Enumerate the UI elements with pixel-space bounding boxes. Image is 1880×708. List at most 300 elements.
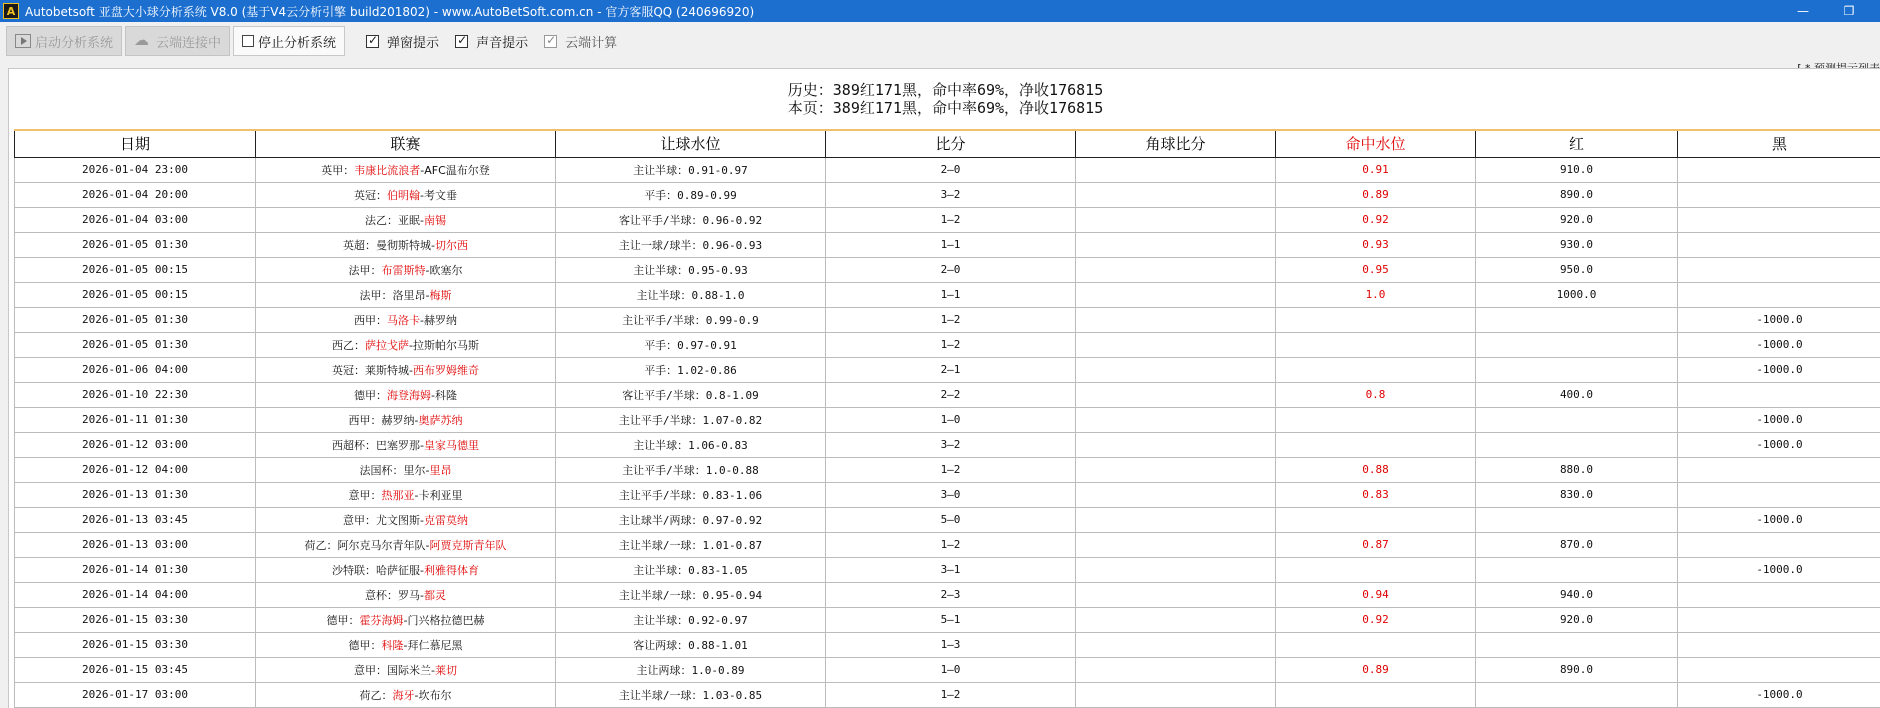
hit-water-cell [1276,407,1476,432]
corner-cell [1076,457,1276,482]
hit-water-cell: 0.83 [1276,482,1476,507]
team-separator: - [420,563,424,577]
score-cell: 1—0 [826,407,1076,432]
score-cell: 5—1 [826,607,1076,632]
black-cell [1678,482,1880,507]
red-cell [1476,682,1678,707]
team-separator: - [425,538,430,552]
handicap-cell: 主让平手/半球：1.07-0.82 [556,407,826,432]
home-team: 里尔 [403,463,426,477]
window-title: Autobetsoft 亚盘大小球分析系统 V8.0 (基于V4云分析引擎 build201802) - www.AutoBetSoft.com.cn - 官方客服QQ (240696920) [25,4,755,19]
away-team: 梅斯 [429,288,452,302]
league-name: 西甲： [348,413,382,427]
handicap-cell: 客让两球：0.88-1.01 [556,632,826,657]
away-team: 西布罗姆维奇 [412,363,479,377]
column-header-red[interactable]: 红 [1476,131,1678,157]
home-team: 热那亚 [381,488,415,502]
column-header-handicap[interactable]: 让球水位 [556,131,826,157]
league-name: 意杯： [365,588,398,602]
black-cell [1678,382,1880,407]
handicap-cell: 客让平手/半球：0.8-1.09 [556,382,826,407]
table-row[interactable] [15,282,1880,307]
handicap-cell: 主让平手/半球：1.0-0.88 [556,457,826,482]
team-separator: - [414,488,419,502]
team-separator: - [403,638,408,652]
league-name: 德甲： [326,613,360,627]
date-cell: 2026-01-11 01:30 [15,407,256,432]
corner-cell [1076,507,1276,532]
hit-water-cell [1276,557,1476,582]
date-cell: 2026-01-15 03:45 [15,657,256,682]
away-team: 里昂 [429,463,452,477]
stop-icon [242,35,254,47]
date-cell: 2026-01-06 04:00 [15,357,256,382]
corner-cell [1076,307,1276,332]
league-name: 法乙： [365,213,398,227]
table-row[interactable] [15,307,1880,332]
summary [9,81,1880,117]
column-header-league[interactable]: 联赛 [256,131,556,157]
handicap-cell: 主让半球/一球：1.03-0.85 [556,682,826,707]
away-team: 莱切 [434,663,457,677]
black-cell [1678,582,1880,607]
red-cell: 950.0 [1476,257,1678,282]
black-cell: -1000.0 [1678,432,1880,457]
date-cell: 2026-01-04 03:00 [15,207,256,232]
black-cell [1678,532,1880,557]
red-cell [1476,407,1678,432]
handicap-cell: 主让平手/半球：0.83-1.06 [556,482,826,507]
corner-cell [1076,407,1276,432]
league-cell [256,682,556,707]
handicap-cell: 主让半球：0.83-1.05 [556,557,826,582]
results-panel [8,68,1880,708]
league-cell [256,632,556,657]
table-row[interactable] [15,532,1880,557]
date-cell: 2026-01-05 01:30 [15,307,256,332]
score-cell: 2—3 [826,582,1076,607]
table-row[interactable] [15,207,1880,232]
column-header-score[interactable]: 比分 [826,131,1076,157]
away-team: 欧塞尔 [429,263,463,277]
league-name: 荷乙： [359,688,393,702]
league-name: 荷乙： [304,538,338,552]
play-icon [15,34,31,48]
team-separator: - [403,613,408,627]
cloud-connecting-label: 云端连接中 [156,35,222,51]
hit-water-cell: 0.8 [1276,382,1476,407]
black-cell [1678,157,1880,182]
corner-cell [1076,607,1276,632]
league-name: 意甲： [348,488,382,502]
league-name: 西超杯： [332,438,376,452]
corner-cell [1076,357,1276,382]
handicap-cell: 主让半球/一球：0.95-0.94 [556,582,826,607]
league-name: 法国杯： [359,463,404,477]
red-cell: 920.0 [1476,607,1678,632]
red-cell: 930.0 [1476,232,1678,257]
black-cell: -1000.0 [1678,507,1880,532]
league-cell [256,157,556,182]
table-row[interactable] [15,507,1880,532]
start-analysis-button[interactable] [6,26,122,56]
league-cell [256,282,556,307]
popup-alert-label: 弹窗提示 [387,35,440,51]
league-cell [256,432,556,457]
stop-analysis-button[interactable] [233,26,345,56]
sound-alert-checkbox[interactable] [455,32,528,51]
history-summary: 历史：389红171黑，命中率69%，净收176815 [787,81,1104,99]
handicap-cell: 主让半球：0.92-0.97 [556,607,826,632]
team-separator: - [420,313,424,327]
away-team: 奥萨苏纳 [418,413,463,427]
corner-cell [1076,682,1276,707]
home-team: 阿尔克马尔青年队 [337,538,426,552]
score-cell: 3—2 [826,182,1076,207]
league-cell [256,407,556,432]
stop-analysis-label: 停止分析系统 [258,35,337,51]
date-cell: 2026-01-17 03:00 [15,682,256,707]
league-name: 法甲： [348,263,382,277]
popup-alert-checkbox[interactable] [366,32,439,51]
score-cell: 3—2 [826,432,1076,457]
away-team: 都灵 [423,588,446,602]
team-separator: - [420,213,424,227]
black-cell: -1000.0 [1678,557,1880,582]
corner-cell [1076,432,1276,457]
checkbox-checked-icon [366,35,379,48]
score-cell: 2—0 [826,257,1076,282]
black-cell: -1000.0 [1678,307,1880,332]
home-team: 亚眠 [398,213,420,227]
handicap-cell: 主让半球：0.88-1.0 [556,282,826,307]
table-row[interactable] [15,557,1880,582]
black-cell: -1000.0 [1678,332,1880,357]
date-cell: 2026-01-14 04:00 [15,582,256,607]
league-cell [256,182,556,207]
team-separator: - [431,238,435,252]
red-cell: 1000.0 [1476,282,1678,307]
hit-water-cell: 0.87 [1276,532,1476,557]
league-cell [256,582,556,607]
score-cell: 3—0 [826,482,1076,507]
away-team: 皇家马德里 [423,438,479,452]
start-analysis-label: 启动分析系统 [35,35,114,51]
table-row[interactable] [15,257,1880,282]
away-team: 南锡 [423,213,446,227]
away-team: 利雅得体育 [423,563,479,577]
handicap-cell: 主让半球：0.95-0.93 [556,257,826,282]
corner-cell [1076,232,1276,257]
away-team: 卡利亚里 [418,488,463,502]
column-header-black[interactable]: 黑 [1678,131,1880,157]
corner-cell [1076,657,1276,682]
column-header-hit-water[interactable]: 命中水位 [1276,131,1476,157]
date-cell: 2026-01-05 00:15 [15,257,256,282]
team-separator: - [420,513,424,527]
date-cell: 2026-01-13 01:30 [15,482,256,507]
corner-cell [1076,382,1276,407]
checkbox-checked-icon [544,35,557,48]
team-separator: - [425,463,430,477]
home-team: 科隆 [381,638,404,652]
away-team: AFC温布尔登 [424,163,490,177]
red-cell [1476,632,1678,657]
team-separator: - [425,288,430,302]
restore-icon[interactable]: ❐ [1843,4,1855,18]
score-cell: 1—1 [826,282,1076,307]
away-team: 科隆 [434,388,457,402]
corner-cell [1076,632,1276,657]
handicap-cell: 主让半球：0.91-0.97 [556,157,826,182]
minimize-icon[interactable]: — [1797,4,1809,18]
cloud-icon [134,35,152,47]
date-cell: 2026-01-04 23:00 [15,157,256,182]
black-cell [1678,457,1880,482]
date-cell: 2026-01-04 20:00 [15,182,256,207]
date-cell: 2026-01-05 00:15 [15,282,256,307]
league-cell [256,657,556,682]
home-team: 尤文图斯 [376,513,420,527]
score-cell: 1—0 [826,657,1076,682]
league-name: 德甲： [354,388,387,402]
cloud-calc-checkbox[interactable] [544,32,617,51]
league-name: 英超： [343,238,376,252]
team-separator: - [409,363,413,377]
table-row[interactable] [15,232,1880,257]
home-team: 马洛卡 [387,313,420,327]
date-cell: 2026-01-05 01:30 [15,232,256,257]
date-cell: 2026-01-13 03:00 [15,532,256,557]
league-cell [256,507,556,532]
table-header-row [15,131,1880,157]
column-header-corner[interactable]: 角球比分 [1076,131,1276,157]
home-team: 布雷斯特 [381,263,426,277]
team-separator: - [414,413,419,427]
score-cell: 1—2 [826,532,1076,557]
hit-water-cell: 0.91 [1276,157,1476,182]
home-team: 罗马 [398,588,420,602]
home-team: 霍芬海姆 [359,613,404,627]
hit-water-cell [1276,682,1476,707]
toolbar [0,22,1880,60]
hit-water-cell: 0.89 [1276,182,1476,207]
home-team: 海登海姆 [387,388,431,402]
league-cell [256,207,556,232]
hit-water-cell: 0.93 [1276,232,1476,257]
table-row[interactable] [15,682,1880,707]
black-cell [1678,657,1880,682]
black-cell [1678,182,1880,207]
black-cell [1678,232,1880,257]
away-team: 切尔西 [434,238,468,252]
league-name: 西乙： [332,338,365,352]
league-name: 英甲： [321,163,355,177]
hit-water-cell [1276,357,1476,382]
league-cell [256,607,556,632]
corner-cell [1076,482,1276,507]
league-cell [256,357,556,382]
home-team: 韦康比流浪者 [354,163,421,177]
black-cell: -1000.0 [1678,357,1880,382]
handicap-cell: 主让平手/半球：0.99-0.9 [556,307,826,332]
league-name: 德甲： [348,638,382,652]
home-team: 洛里昂 [392,288,426,302]
score-cell: 1—2 [826,307,1076,332]
red-cell: 870.0 [1476,532,1678,557]
red-cell: 890.0 [1476,182,1678,207]
home-team: 海牙 [392,688,415,702]
red-cell [1476,307,1678,332]
table-row[interactable] [15,157,1880,182]
red-cell [1476,332,1678,357]
score-cell: 5—0 [826,507,1076,532]
date-cell: 2026-01-12 03:00 [15,432,256,457]
score-cell: 1—1 [826,232,1076,257]
table-row[interactable] [15,382,1880,407]
corner-cell [1076,157,1276,182]
table-row[interactable] [15,407,1880,432]
league-cell [256,532,556,557]
away-team: 坎布尔 [418,688,452,702]
red-cell [1476,507,1678,532]
table-row[interactable] [15,432,1880,457]
score-cell: 2—1 [826,357,1076,382]
black-cell [1678,207,1880,232]
score-cell: 1—2 [826,332,1076,357]
team-separator: - [420,188,424,202]
away-team: 门兴格拉德巴赫 [407,613,485,627]
league-cell [256,457,556,482]
red-cell: 400.0 [1476,382,1678,407]
away-team: 阿贾克斯青年队 [429,538,507,552]
handicap-cell: 客让平手/半球：0.96-0.92 [556,207,826,232]
red-cell [1476,432,1678,457]
league-name: 英冠： [354,188,387,202]
handicap-cell: 主让两球：1.0-0.89 [556,657,826,682]
team-separator: - [431,663,435,677]
league-name: 意甲： [343,513,376,527]
league-cell [256,557,556,582]
table-row[interactable] [15,582,1880,607]
page-summary: 本页：389红171黑，命中率69%，净收176815 [787,99,1104,117]
home-team: 赫罗纳 [381,413,415,427]
home-team: 巴塞罗那 [376,438,420,452]
score-cell: 1—2 [826,457,1076,482]
handicap-cell: 主让球半/两球：0.97-0.92 [556,507,826,532]
date-cell: 2026-01-15 03:30 [15,632,256,657]
corner-cell [1076,557,1276,582]
checkbox-checked-icon [455,35,468,48]
date-cell: 2026-01-10 22:30 [15,382,256,407]
corner-cell [1076,532,1276,557]
table-row[interactable] [15,632,1880,657]
corner-cell [1076,582,1276,607]
corner-cell [1076,182,1276,207]
black-cell [1678,257,1880,282]
red-cell [1476,357,1678,382]
home-team: 伯明翰 [387,188,420,202]
table-row[interactable] [15,657,1880,682]
table-body [15,157,1880,707]
red-cell: 880.0 [1476,457,1678,482]
table-row[interactable] [15,607,1880,632]
app-logo-icon: A [3,3,19,19]
home-team: 哈萨征服 [376,563,420,577]
away-team: 克雷莫纳 [423,513,468,527]
league-cell [256,257,556,282]
hit-water-cell [1276,307,1476,332]
red-cell: 940.0 [1476,582,1678,607]
score-cell: 1—3 [826,632,1076,657]
away-team: 赫罗纳 [423,313,457,327]
home-team: 国际米兰 [387,663,431,677]
handicap-cell: 主让半球/一球：1.01-0.87 [556,532,826,557]
table-row[interactable] [15,482,1880,507]
table-row[interactable] [15,457,1880,482]
score-cell: 2—2 [826,382,1076,407]
home-team: 萨拉戈萨 [365,338,409,352]
column-header-date[interactable]: 日期 [15,131,256,157]
handicap-cell: 主让半球：1.06-0.83 [556,432,826,457]
league-cell [256,482,556,507]
date-cell: 2026-01-12 04:00 [15,457,256,482]
team-separator: - [425,263,430,277]
hit-water-cell: 0.89 [1276,657,1476,682]
handicap-cell: 平手：0.97-0.91 [556,332,826,357]
black-cell [1678,282,1880,307]
league-name: 英冠： [332,363,365,377]
hit-water-cell [1276,632,1476,657]
table-row[interactable] [15,332,1880,357]
league-cell [256,232,556,257]
corner-cell [1076,207,1276,232]
hit-water-cell: 0.94 [1276,582,1476,607]
corner-cell [1076,257,1276,282]
black-cell: -1000.0 [1678,407,1880,432]
league-cell [256,332,556,357]
corner-cell [1076,332,1276,357]
table-row[interactable] [15,357,1880,382]
sound-alert-label: 声音提示 [476,35,529,51]
black-cell [1678,632,1880,657]
home-team: 曼彻斯特城 [376,238,431,252]
score-cell: 2—0 [826,157,1076,182]
title-bar [0,0,1880,22]
table-row[interactable] [15,182,1880,207]
red-cell: 920.0 [1476,207,1678,232]
date-cell: 2026-01-13 03:45 [15,507,256,532]
handicap-cell: 平手：1.02-0.86 [556,357,826,382]
date-cell: 2026-01-05 01:30 [15,332,256,357]
red-cell: 910.0 [1476,157,1678,182]
date-cell: 2026-01-14 01:30 [15,557,256,582]
cloud-connecting-button[interactable] [125,26,230,56]
league-name: 法甲： [359,288,393,302]
league-name: 沙特联： [332,563,376,577]
hit-water-cell: 0.92 [1276,607,1476,632]
hit-water-cell [1276,432,1476,457]
hit-water-cell: 0.88 [1276,457,1476,482]
league-cell [256,307,556,332]
handicap-cell: 主让一球/球半：0.96-0.93 [556,232,826,257]
league-name: 意甲： [354,663,387,677]
hit-water-cell [1276,332,1476,357]
red-cell: 830.0 [1476,482,1678,507]
league-cell [256,382,556,407]
score-cell: 3—1 [826,557,1076,582]
score-cell: 1—2 [826,682,1076,707]
